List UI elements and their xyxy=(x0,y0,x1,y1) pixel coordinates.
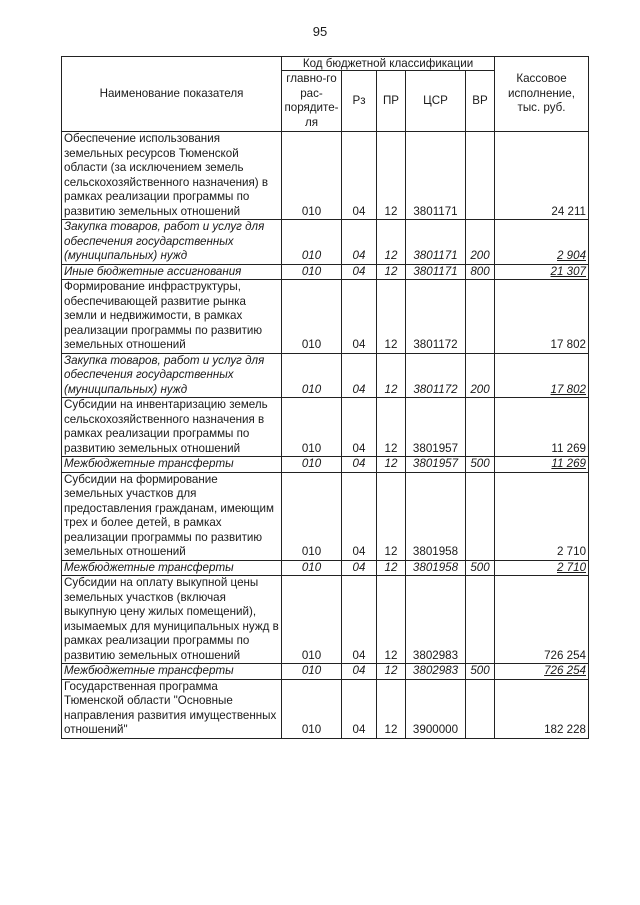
row-csr: 3802983 xyxy=(406,664,466,680)
row-rz: 04 xyxy=(342,664,377,680)
table-row xyxy=(62,264,589,280)
row-name: Субсидии на оплату выкупной цены земельных участков (включая выкупную цену жилых помещений), изымаемых для муниципальных нужд в рамках реализации программы по развитию земельных отношений xyxy=(62,576,282,664)
row-name: Формирование инфраструктуры, обеспечивающей развитие рынка земли и недвижимости, в рамках реализации программы по развитию земельных отношений xyxy=(62,280,282,354)
row-pr: 12 xyxy=(377,398,406,457)
row-vr xyxy=(466,132,495,220)
row-vr: 200 xyxy=(466,220,495,265)
row-glav: 010 xyxy=(282,132,342,220)
row-rz: 04 xyxy=(342,472,377,560)
row-amount: 726 254 xyxy=(495,576,589,664)
row-glav: 010 xyxy=(282,398,342,457)
budget-table xyxy=(61,56,589,739)
row-rz: 04 xyxy=(342,132,377,220)
row-vr xyxy=(466,576,495,664)
row-amount: 11 269 xyxy=(495,457,589,473)
row-name: Межбюджетные трансферты xyxy=(62,457,282,473)
row-glav: 010 xyxy=(282,679,342,738)
row-pr: 12 xyxy=(377,457,406,473)
row-csr: 3801957 xyxy=(406,457,466,473)
row-amount: 2 904 xyxy=(495,220,589,265)
row-csr: 3801957 xyxy=(406,398,466,457)
table-row xyxy=(62,664,589,680)
row-name: Субсидии на инвентаризацию земель сельскохозяйственного назначения в рамках реализации программы по развитию земельных отношений xyxy=(62,398,282,457)
table-row xyxy=(62,132,589,220)
row-glav: 010 xyxy=(282,664,342,680)
row-amount: 17 802 xyxy=(495,353,589,398)
header-rz: Рз xyxy=(342,71,377,132)
row-glav: 010 xyxy=(282,220,342,265)
row-amount: 2 710 xyxy=(495,472,589,560)
row-pr: 12 xyxy=(377,560,406,576)
table-row xyxy=(62,457,589,473)
row-pr: 12 xyxy=(377,264,406,280)
table-row xyxy=(62,679,589,738)
row-name: Закупка товаров, работ и услуг для обеспечения государственных (муниципальных) нужд xyxy=(62,353,282,398)
row-name: Иные бюджетные ассигнования xyxy=(62,264,282,280)
table-row xyxy=(62,560,589,576)
header-pr: ПР xyxy=(377,71,406,132)
header-csr: ЦСР xyxy=(406,71,466,132)
row-pr: 12 xyxy=(377,576,406,664)
table-row xyxy=(62,353,589,398)
row-name: Межбюджетные трансферты xyxy=(62,664,282,680)
table-row xyxy=(62,220,589,265)
row-amount: 2 710 xyxy=(495,560,589,576)
row-vr xyxy=(466,280,495,354)
row-rz: 04 xyxy=(342,280,377,354)
row-name: Закупка товаров, работ и услуг для обеспечения государственных (муниципальных) нужд xyxy=(62,220,282,265)
row-csr: 3802983 xyxy=(406,576,466,664)
row-name: Субсидии на формирование земельных участков для предоставления гражданам, имеющим трех и более детей, в рамках реализации программы по развитию земельных отношений xyxy=(62,472,282,560)
row-rz: 04 xyxy=(342,264,377,280)
row-csr: 3900000 xyxy=(406,679,466,738)
row-amount: 21 307 xyxy=(495,264,589,280)
row-name: Межбюджетные трансферты xyxy=(62,560,282,576)
row-pr: 12 xyxy=(377,353,406,398)
row-pr: 12 xyxy=(377,132,406,220)
row-amount: 726 254 xyxy=(495,664,589,680)
row-vr xyxy=(466,679,495,738)
header-name: Наименование показателя xyxy=(62,57,282,132)
row-glav: 010 xyxy=(282,353,342,398)
table-row xyxy=(62,398,589,457)
row-csr: 3801958 xyxy=(406,472,466,560)
table-row xyxy=(62,280,589,354)
row-vr: 500 xyxy=(466,664,495,680)
row-name: Государственная программа Тюменской области "Основные направления развития имущественных отношений" xyxy=(62,679,282,738)
row-csr: 3801172 xyxy=(406,280,466,354)
row-pr: 12 xyxy=(377,679,406,738)
row-glav: 010 xyxy=(282,280,342,354)
row-vr: 200 xyxy=(466,353,495,398)
header-glav: главно-го рас-порядите-ля xyxy=(282,71,342,132)
row-pr: 12 xyxy=(377,664,406,680)
row-vr: 800 xyxy=(466,264,495,280)
row-csr: 3801172 xyxy=(406,353,466,398)
row-glav: 010 xyxy=(282,472,342,560)
row-amount: 182 228 xyxy=(495,679,589,738)
table-row xyxy=(62,576,589,664)
row-rz: 04 xyxy=(342,457,377,473)
header-amount: Кассовое исполнение, тыс. руб. xyxy=(495,57,589,132)
row-vr: 500 xyxy=(466,560,495,576)
row-vr xyxy=(466,472,495,560)
row-csr: 3801171 xyxy=(406,132,466,220)
row-csr: 3801171 xyxy=(406,220,466,265)
row-rz: 04 xyxy=(342,220,377,265)
row-glav: 010 xyxy=(282,560,342,576)
header-vr: ВР xyxy=(466,71,495,132)
row-rz: 04 xyxy=(342,353,377,398)
row-pr: 12 xyxy=(377,280,406,354)
row-glav: 010 xyxy=(282,576,342,664)
row-glav: 010 xyxy=(282,264,342,280)
row-name: Обеспечение использования земельных ресурсов Тюменской области (за исключением земель сельскохозяйственного назначения) в рамках реализации программы по развитию земельных отношений xyxy=(62,132,282,220)
row-rz: 04 xyxy=(342,576,377,664)
row-csr: 3801171 xyxy=(406,264,466,280)
row-rz: 04 xyxy=(342,398,377,457)
row-vr xyxy=(466,398,495,457)
table-row xyxy=(62,472,589,560)
row-rz: 04 xyxy=(342,560,377,576)
row-csr: 3801958 xyxy=(406,560,466,576)
row-pr: 12 xyxy=(377,472,406,560)
row-amount: 17 802 xyxy=(495,280,589,354)
row-vr: 500 xyxy=(466,457,495,473)
row-amount: 11 269 xyxy=(495,398,589,457)
row-rz: 04 xyxy=(342,679,377,738)
row-amount: 24 211 xyxy=(495,132,589,220)
row-pr: 12 xyxy=(377,220,406,265)
header-code-group: Код бюджетной классификации xyxy=(282,57,495,71)
page-number: 95 xyxy=(312,24,328,39)
row-glav: 010 xyxy=(282,457,342,473)
